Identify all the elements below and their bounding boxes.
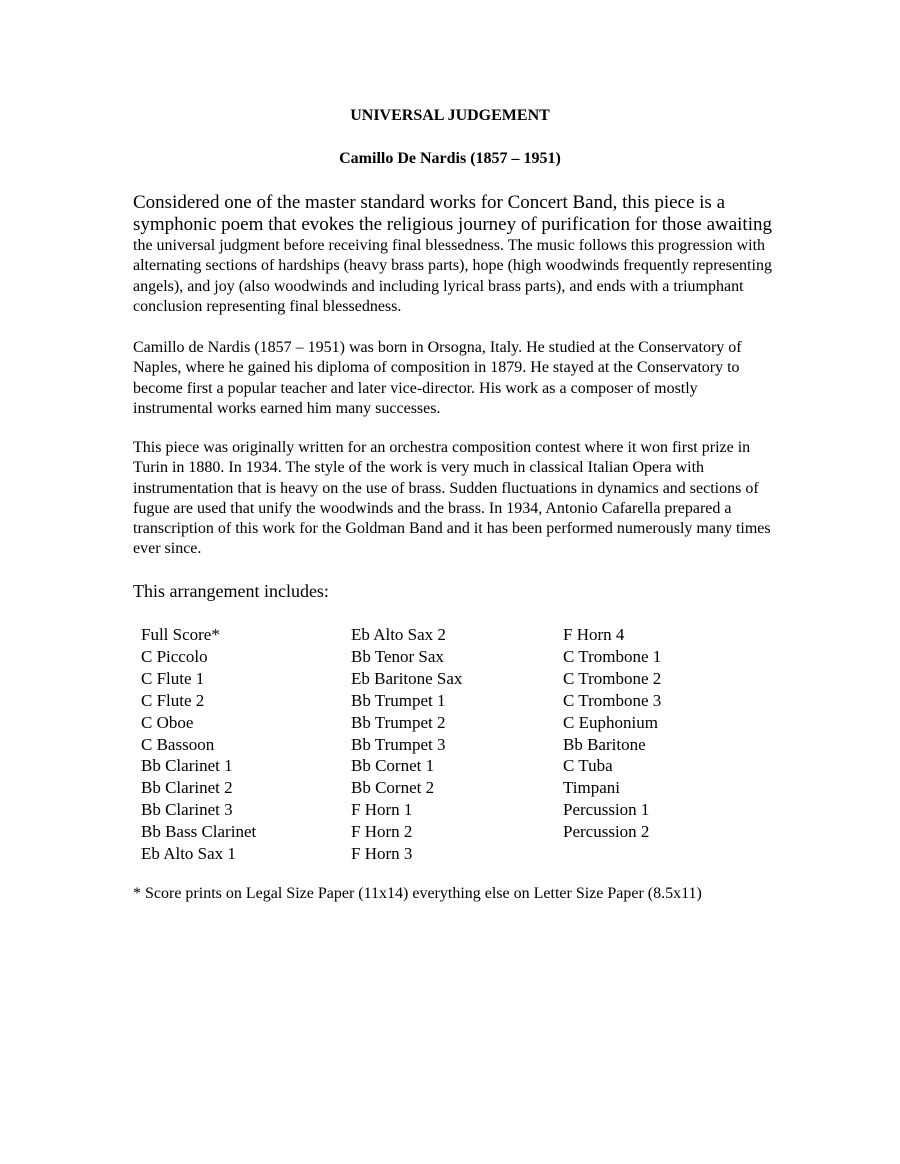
instrument-list-column-1 bbox=[141, 624, 256, 865]
instrument-item: C Trombone 2 bbox=[563, 668, 662, 688]
instrument-item: Timpani bbox=[563, 778, 621, 798]
instrument-list-column-3 bbox=[563, 624, 661, 843]
biography-paragraph: Camillo de Nardis (1857 – 1951) was born in Orsogna, Italy. He studied at the Conservatory of Naples, where he gained his diploma of composition in 1879. He stayed at the Conservatory to become first a popular teacher and later vice-director. His work as a composer of mostly instrumental works earned him many successes. bbox=[133, 339, 742, 417]
instrument-item: Bb Trumpet 1 bbox=[351, 690, 446, 710]
instrument-item: Eb Baritone Sax bbox=[351, 668, 463, 688]
instrument-item: F Horn 2 bbox=[351, 822, 413, 842]
composer-subtitle: Camillo De Nardis (1857 – 1951) bbox=[339, 150, 561, 167]
instrument-item: Full Score* bbox=[141, 625, 220, 644]
instrument-item: C Trombone 1 bbox=[563, 646, 662, 666]
includes-heading: This arrangement includes: bbox=[133, 581, 329, 601]
instrument-item: C Trombone 3 bbox=[563, 690, 662, 710]
instrument-item: Percussion 2 bbox=[563, 822, 650, 842]
instrument-item: C Euphonium bbox=[563, 712, 658, 732]
instrument-item: Bb Clarinet 1 bbox=[141, 756, 233, 776]
description-paragraph bbox=[133, 192, 793, 317]
instrument-item: C Flute 1 bbox=[141, 668, 205, 688]
instrument-item: F Horn 3 bbox=[351, 844, 413, 864]
instrument-item: Bb Bass Clarinet bbox=[141, 822, 257, 842]
instrument-item: Percussion 1 bbox=[563, 800, 650, 820]
instrument-item: Bb Cornet 1 bbox=[351, 756, 435, 776]
instrument-item: C Piccolo bbox=[141, 646, 208, 666]
page-title: UNIVERSAL JUDGEMENT bbox=[350, 107, 550, 124]
instrument-item: Bb Clarinet 2 bbox=[141, 778, 233, 798]
instrument-item: C Tuba bbox=[563, 756, 613, 776]
instrument-list-column-2 bbox=[351, 624, 462, 865]
instrument-item: C Oboe bbox=[141, 712, 194, 732]
history-paragraph: This piece was originally written for an orchestra composition contest where it won first prize in Turin in 1880. In 1934. The style of the work is very much in classical Italian Opera with instrumentation that is heavy on the use of brass. Sudden fluctuations in dynamics and sections of fugue are used that unify the woodwinds and the brass. In 1934, Antonio Cafarella prepared a transcription of this work for the Goldman Band and it has been performed numerously many times ever since. bbox=[133, 439, 771, 558]
instrument-item: F Horn 4 bbox=[563, 625, 625, 644]
instrument-item: Bb Trumpet 3 bbox=[351, 734, 446, 754]
instrument-item: C Bassoon bbox=[141, 734, 215, 754]
instrument-item: Bb Baritone bbox=[563, 734, 646, 754]
footnote: * Score prints on Legal Size Paper (11x14) everything else on Letter Size Paper (8.5x11) bbox=[133, 885, 702, 902]
instrument-item: Eb Alto Sax 2 bbox=[351, 625, 446, 644]
instrument-item: Bb Tenor Sax bbox=[351, 646, 444, 666]
instrument-item: C Flute 2 bbox=[141, 690, 205, 710]
description-lead-text: Considered one of the master standard works for Concert Band, this piece is a symphonic poem that evokes the religious journey of purification for those awaiting bbox=[133, 192, 772, 235]
instrument-item: Bb Trumpet 2 bbox=[351, 712, 446, 732]
instrument-item: Bb Cornet 2 bbox=[351, 778, 435, 798]
instrument-item: F Horn 1 bbox=[351, 800, 413, 820]
description-rest-text: the universal judgment before receiving final blessedness. The music follows this progression with alternating sections of hardships (heavy brass parts), hope (high woodwinds frequently representing angels), and joy (also woodwinds and including lyrical brass parts), and ends with a triumphant conclusion representing final blessedness. bbox=[133, 237, 772, 315]
instrument-item: Bb Clarinet 3 bbox=[141, 800, 233, 820]
instrument-item: Eb Alto Sax 1 bbox=[141, 844, 236, 864]
